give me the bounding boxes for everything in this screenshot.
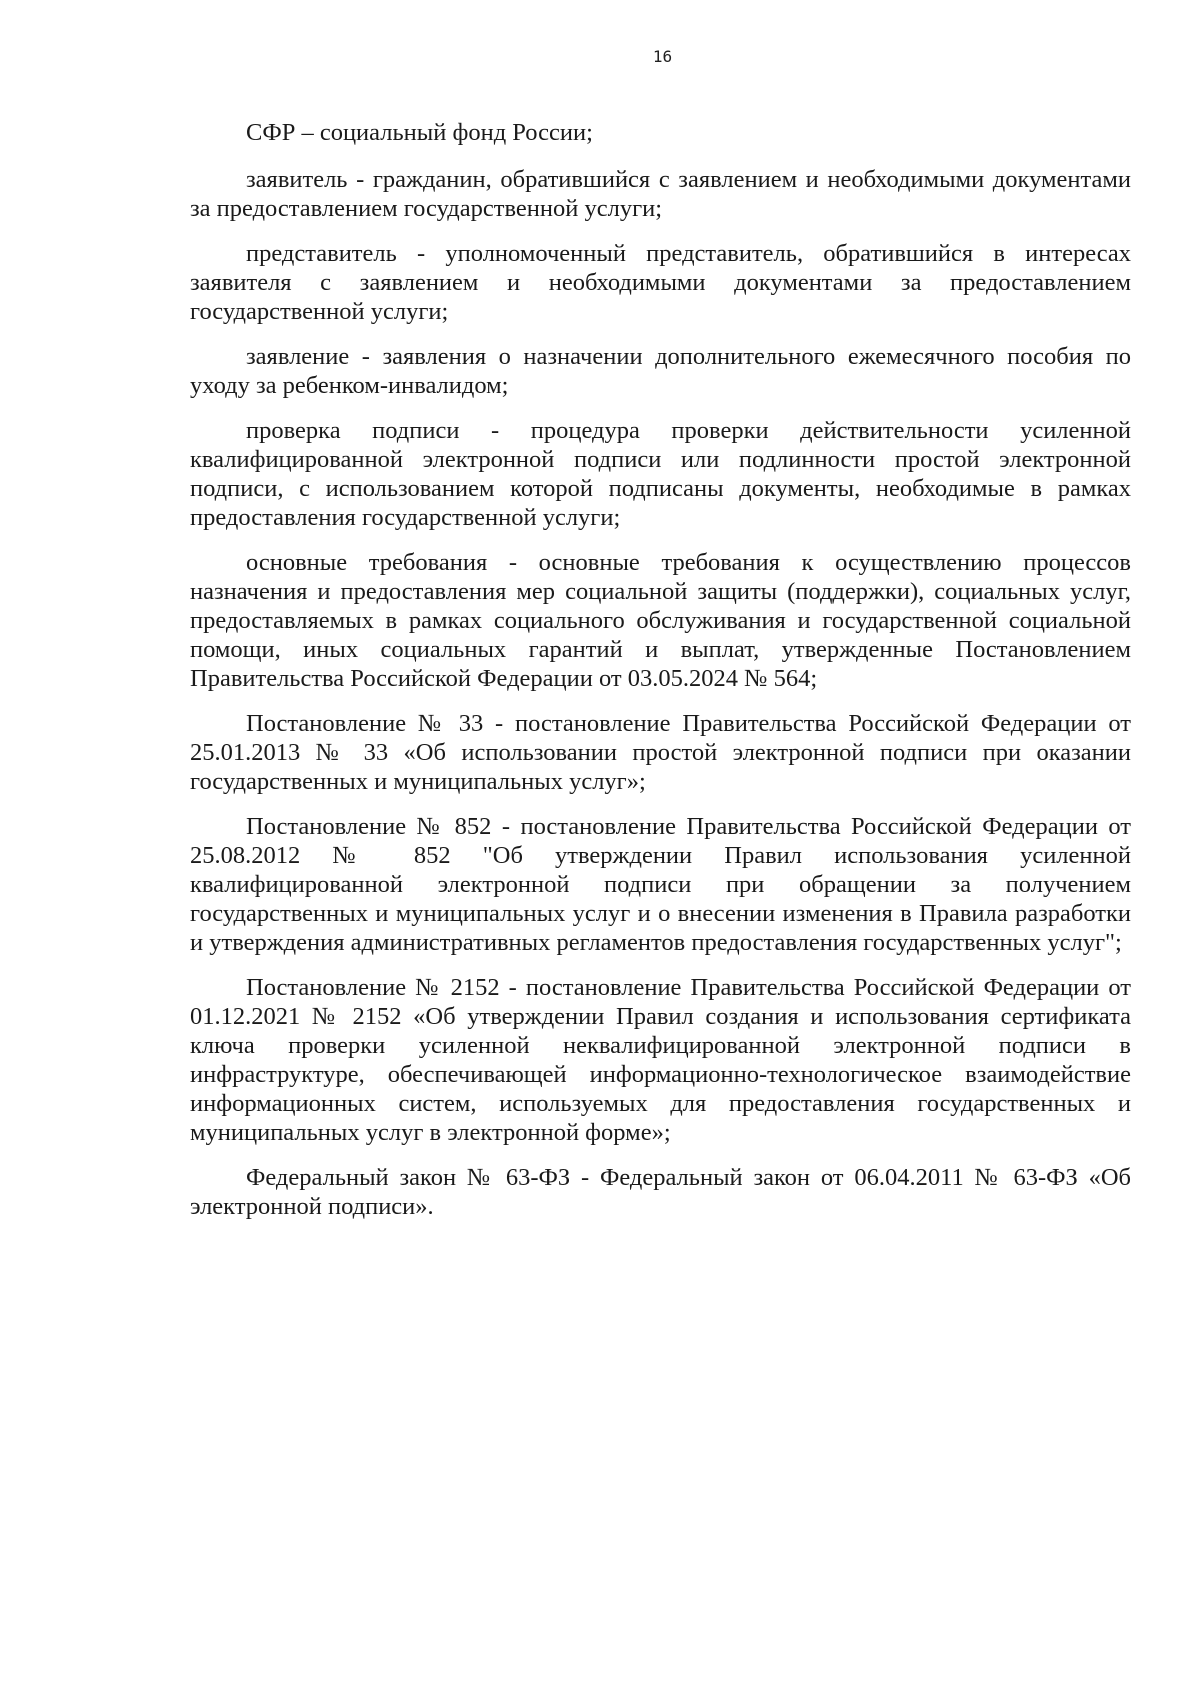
definition-basic-requirements: основные требования - основные требования к осуществлению процессов назначения и предоставления мер социальной защиты (поддержки), социальных услуг, предоставляемых в рамках социального обслуживания и государственной социальной помощи, иных социальных гарантий и выплат, утвержденные Постановлением Правительства Российской Федерации от 03.05.2024 № 564;: [190, 549, 1131, 692]
definition-sfr: СФР – социальный фонд России;: [246, 119, 593, 146]
definition-federal-law-63: Федеральный закон № 63-ФЗ - Федеральный закон от 06.04.2011 № 63-ФЗ «Об электронной подписи».: [190, 1164, 1131, 1220]
definition-application: заявление - заявления о назначении дополнительного ежемесячного пособия по уходу за ребенком-инвалидом;: [190, 343, 1131, 399]
definition-resolution-2152: Постановление № 2152 - постановление Правительства Российской Федерации от 01.12.2021 № 2152 «Об утверждении Правил создания и использования сертификата ключа проверки усиленной неквалифицированной электронной подписи в инфраструктуре, обеспечивающей информационно-технологическое взаимодействие информационных систем, используемых для предоставления государственных и муниципальных услуг в электронной форме»;: [190, 974, 1131, 1146]
page-number: 16: [652, 47, 673, 66]
definition-resolution-852: Постановление № 852 - постановление Правительства Российской Федерации от 25.08.2012 № 852 "Об утверждении Правил использования усиленной квалифицированной электронной подписи при обращении за получением государственных и муниципальных услуг и о внесении изменения в Правила разработки и утверждения административных регламентов предоставления государственных услуг";: [190, 813, 1131, 956]
document-body: [190, 118, 1131, 1237]
definition-resolution-33: Постановление № 33 - постановление Правительства Российской Федерации от 25.01.2013 № 33 «Об использовании простой электронной подписи при оказании государственных и муниципальных услуг»;: [190, 710, 1131, 795]
definition-signature-check: проверка подписи - процедура проверки действительности усиленной квалифицированной электронной подписи или подлинности простой электронной подписи, с использованием которой подписаны документы, необходимые в рамках предоставления государственной услуги;: [190, 417, 1131, 531]
definition-representative: представитель - уполномоченный представитель, обратившийся в интересах заявителя с заявлением и необходимыми документами за предоставлением государственной услуги;: [190, 240, 1131, 325]
definition-applicant: заявитель - гражданин, обратившийся с заявлением и необходимыми документами за предоставлением государственной услуги;: [190, 166, 1131, 222]
